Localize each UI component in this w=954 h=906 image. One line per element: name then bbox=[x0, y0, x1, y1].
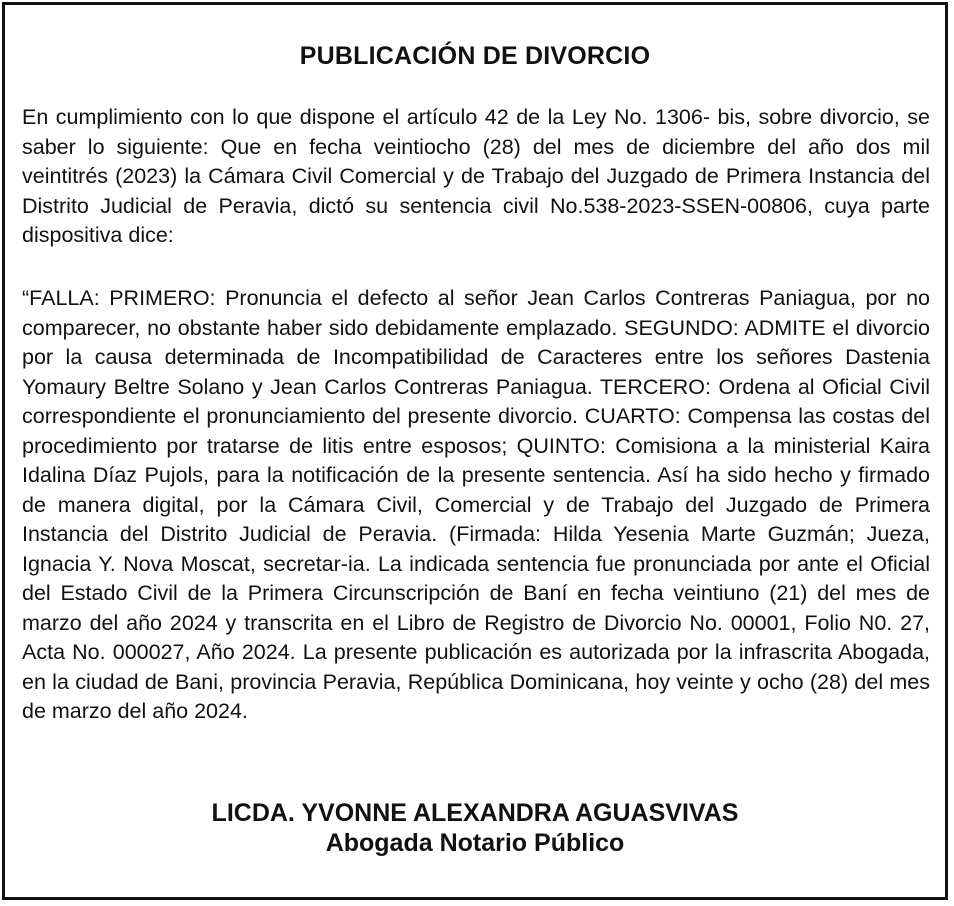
notice-paragraph-ruling: “FALLA: PRIMERO: Pronuncia el defecto al señor Jean Carlos Contreras Paniagua, por no comparecer, no obstante haber sido debidamente emplazado. SEGUNDO: ADMITE el divorcio por la causa determinada de Incompatibilidad de Caracteres entre los señores Dastenia Yomaury Beltre Solano y Jean Carlos Contreras Paniagua. TERCERO: Ordena al Oficial Civil correspondiente el pronunciamiento del presente divorcio. CUARTO: Compensa las costas del procedimiento por tratarse de litis entre esposos; QUINTO: Comisiona a la ministerial Kaira Idalina Díaz Pujols, para la notificación de la presente sentencia. Así ha sido hecho y firmado de manera digital, por la Cámara Civil, Comercial y de Trabajo del Juzgado de Primera Instancia del Distrito Judicial de Peravia. (Firmada: Hilda Yesenia Marte Guzmán; Jueza, Ignacia Y. Nova Moscat, secretar-ia. La indicada sentencia fue pronunciada por ante el Oficial del Estado Civil de la Primera Circunscripción de Baní en fecha veintiuno (21) del mes de marzo del año 2024 y transcrita en el Libro de Registro de Divorcio No. 00001, Folio N0. 27, Acta No. 000027, Año 2024. La presente publicación es autorizada por la infrascrita Abogada, en la ciudad de Bani, provincia Peravia, República Dominicana, hoy veinte y ocho (28) del mes de marzo del año 2024. bbox=[22, 286, 930, 723]
signature-name: LICDA. YVONNE ALEXANDRA AGUASVIVAS bbox=[211, 799, 739, 827]
notice-title: PUBLICACIÓN DE DIVORCIO bbox=[299, 42, 651, 70]
divorce-notice bbox=[2, 2, 948, 900]
signature-role: Abogada Notario Público bbox=[325, 829, 625, 857]
notice-paragraph-intro: En cumplimiento con lo que dispone el artículo 42 de la Ley No. 1306- bis, sobre divorcio, se saber lo siguiente: Que en fecha veintiocho (28) del mes de diciembre del año dos mil veintitrés (2023) la Cámara Civil Comercial y de Trabajo del Juzgado de Primera Instancia del Distrito Judicial de Peravia, dictó su sentencia civil No.538-2023-SSEN-00806, cuya parte dispositiva dice: bbox=[22, 105, 930, 247]
